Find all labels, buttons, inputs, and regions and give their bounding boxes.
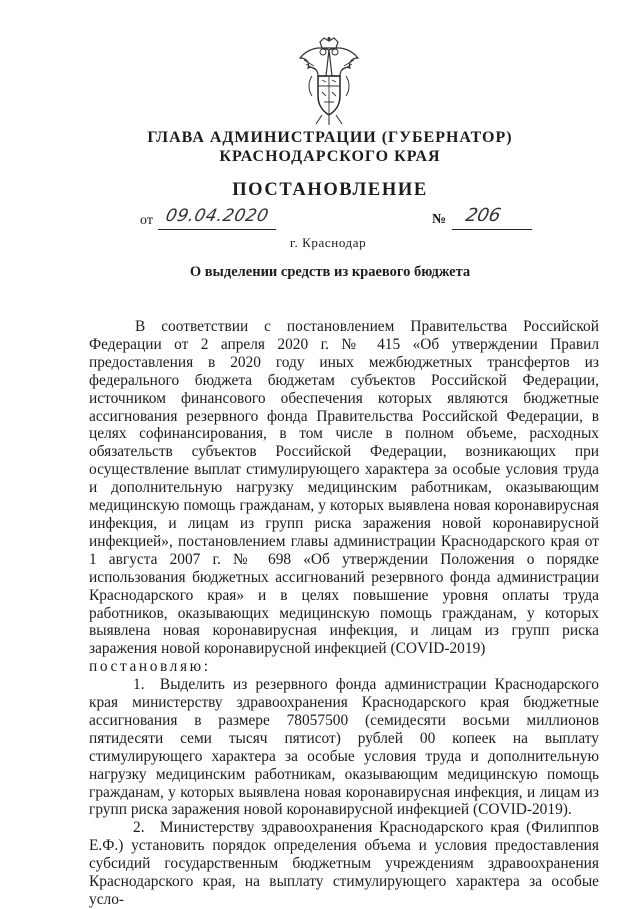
document-body — [89, 318, 599, 909]
document-subject: О выделении средств из краевого бюджета — [189, 264, 471, 280]
decree-word: постановляю: — [89, 658, 211, 676]
city-name: г. Краснодар — [290, 235, 367, 250]
authority-title-line1: ГЛАВА АДМИНИСТРАЦИИ (ГУБЕРНАТОР) — [147, 129, 513, 146]
preamble-paragraph: В соответствии с постановлением Правительства Российской Федерации от 2 апреля 2020 г. № 415 «Об утверждении Правил предоставления в 2020 году иных межбюджетных трансфертов из федерального бюджета бюджетам субъектов Российской Федерации, источником финансового обеспечения которых являются бюджетные ассигнования резервного фонда Правительства Российской Федерации, в целях софинансирования, в том числе в полном объеме, расходных обязательств субъектов Российской Федерации, возникающих при осуществление выплат стимулирующего характера за особые условия труда и дополнительную нагрузку медицинским работникам, оказывающим медицинскую помощь гражданам, у которых выявлена новая коронавирусная инфекция, и лицам из групп риска заражения новой коронавирусной инфекцией», постановлением главы администрации Краснодарского края от 1 августа 2007 г. № 698 «Об утверждении Положения о порядке использования бюджетных ассигнований резервного фонда администрации Краснодарского края» и в целях повышение уровня оплаты труда работников, оказывающих медицинскую помощь гражданам, у которых выявлена новая коронавирусная инфекция, и лицам из групп риска заражения новой коронавирусной инфекцией (COVID-2019) — [89, 318, 599, 658]
document-type-title: ПОСТАНОВЛЕНИЕ — [232, 180, 428, 200]
clause-2: 2. Министерству здравоохранения Краснодарского края (Филиппов Е.Ф.) установить порядок определения объема и условия предоставления субсидий государственным бюджетным учреждениям здравоохранения Краснодарского края, на выплату стимулирующего характера за особые усло- — [89, 819, 599, 908]
date-label: от — [140, 213, 153, 228]
number-label: № — [432, 212, 447, 227]
coat-of-arms-icon — [296, 36, 362, 126]
authority-title-line2: КРАСНОДАРСКОГО КРАЯ — [219, 148, 441, 165]
clause-1: 1. Выделить из резервного фонда администрации Краснодарского края министерству здравоохранения Краснодарского края бюджетные ассигнования в размере 78057500 (семидесяти восьми миллионов пятидесяти семи тысяч пятисот) рублей 00 копеек на выплату стимулирующего характера за особые условия труда и дополнительную нагрузку медицинским работникам, оказывающим медицинскую помощь гражданам, у которых выявлена новая коронавирусная инфекция, и лицам из групп риска заражения новой коронавирусной инфекцией (COVID-2019). — [89, 676, 599, 819]
document-number: 206 — [463, 205, 503, 226]
document-date: 09.04.2020 — [163, 206, 271, 226]
